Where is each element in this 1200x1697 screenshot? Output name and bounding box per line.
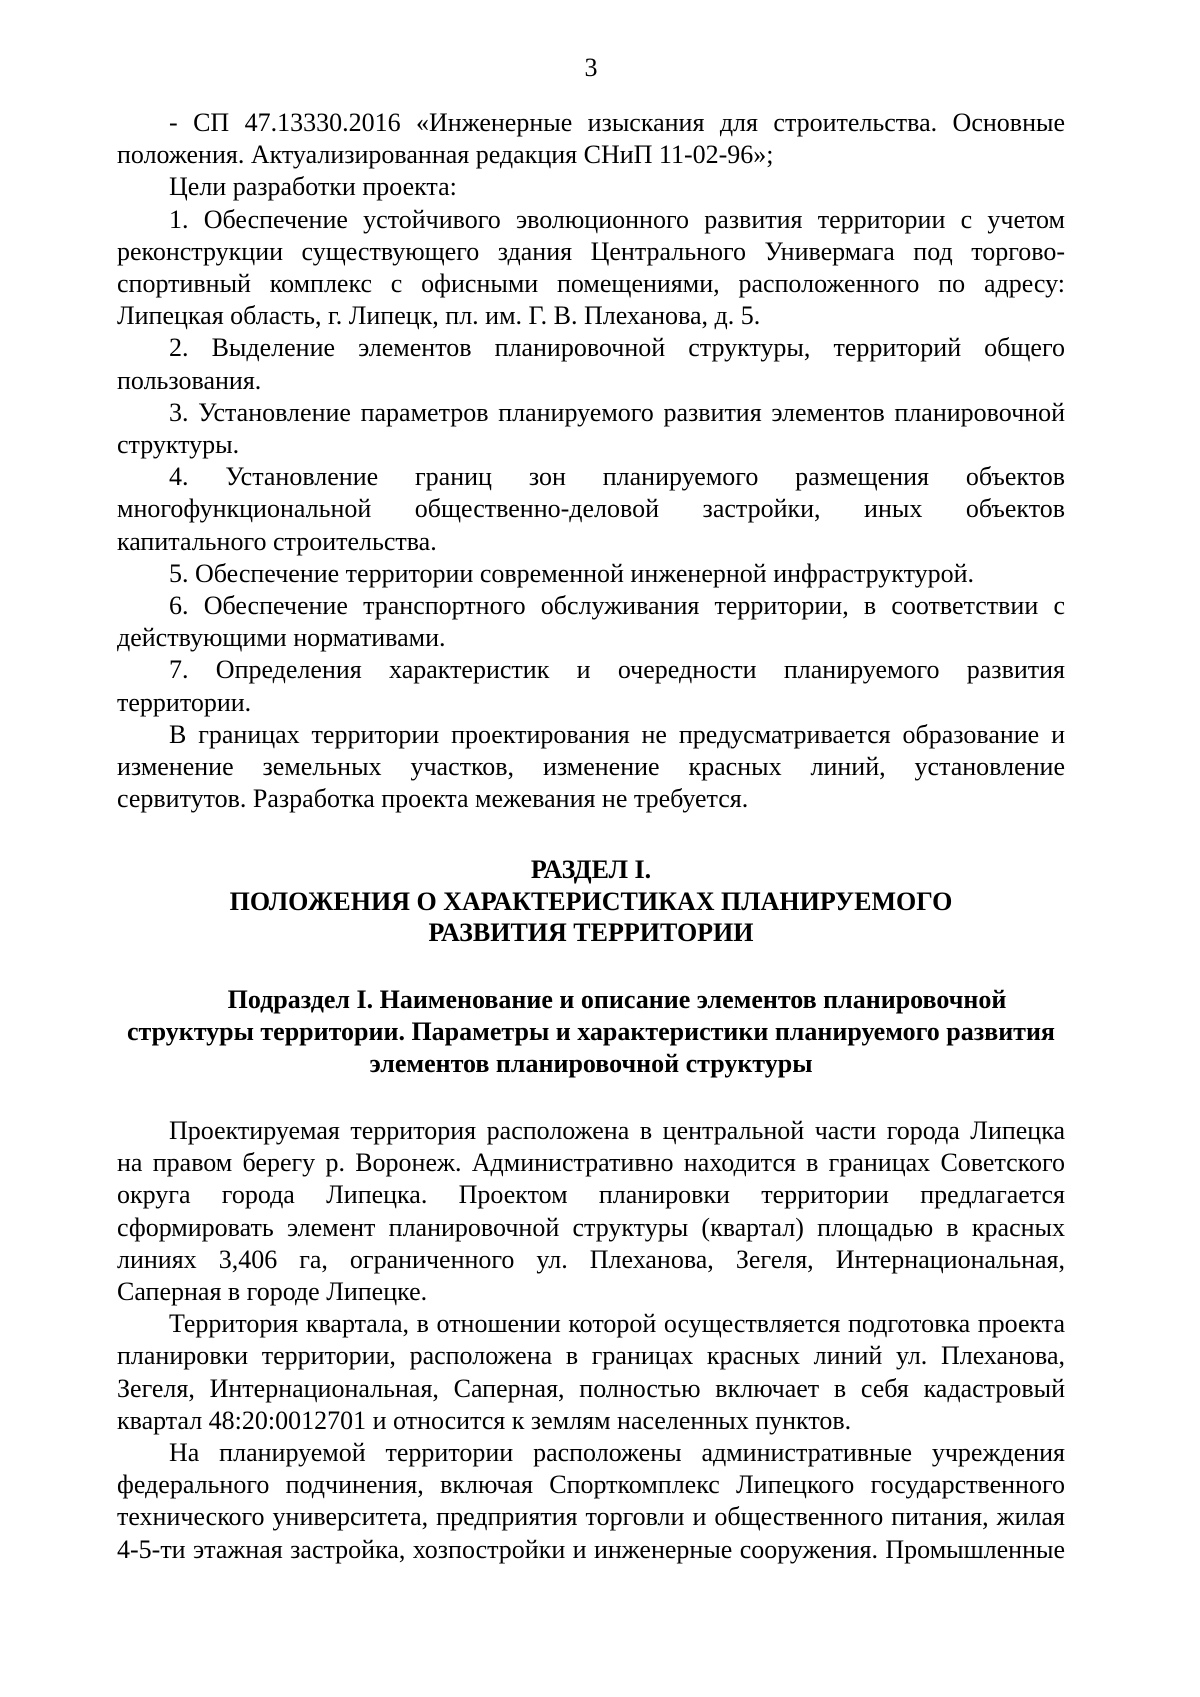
goal-item-1: 1. Обеспечение устойчивого эволюционного развития территории с учетом реконструкции существующего здания Центрального Универмага под торгово-спортивный комплекс с офисными помещениями, расположенного по адресу: Липецкая область, г. Липецк, пл. им. Г. В. Плеханова, д. 5. xyxy=(117,204,1065,331)
page-number: 3 xyxy=(584,53,598,82)
goal-item-4: 4. Установление границ зон планируемого размещения объектов многофункциональной общественно-деловой застройки, иных объектов капитального строительства. xyxy=(117,462,1065,556)
subsection-heading-line-2: структуры территории. Параметры и характеристики планируемого развития xyxy=(126,1016,1055,1046)
section-heading-line-3: РАЗВИТИЯ ТЕРРИТОРИИ xyxy=(428,918,754,948)
section-heading-line-2: ПОЛОЖЕНИЯ О ХАРАКТЕРИСТИКАХ ПЛАНИРУЕМОГО xyxy=(229,886,953,916)
goal-item-5: 5. Обеспечение территории современной инженерной инфраструктурой. xyxy=(169,558,975,588)
goal-item-2: 2. Выделение элементов планировочной структуры, территорий общего пользования. xyxy=(117,333,1065,395)
subsection-heading xyxy=(117,984,1065,1080)
goal-item-6: 6. Обеспечение транспортного обслуживания территории, в соответствии с действующими нормативами. xyxy=(117,591,1065,653)
paragraph-existing-objects: На планируемой территории расположены административные учреждения федерального подчинения, включая Спорткомплекс Липецкого государственного технического университета, предприятия торговли и общественного питания, жилая 4-5-ти этажная застройка, хозпостройки и инженерные сооружения. Промышленные xyxy=(117,1438,1065,1564)
page-content xyxy=(117,52,1065,1566)
subsection-heading-line-1: Подраздел I. Наименование и описание элементов планировочной xyxy=(227,984,1007,1014)
goal-item-7: 7. Определения характеристик и очередности планируемого развития территории. xyxy=(117,655,1065,717)
goal-item-3: 3. Установление параметров планируемого развития элементов планировочной структуры. xyxy=(117,397,1065,460)
paragraph-quarter-boundaries: Территория квартала, в отношении которой осуществляется подготовка проекта планировки территории, расположена в границах красных линий ул. Плеханова, Зегеля, Интернациональная, Саперная, полностью включает в себя кадастровый квартал 48:20:0012701 и относится к землям населенных пунктов. xyxy=(117,1309,1065,1435)
paragraph-territory-location: Проектируемая территория расположена в центральной части города Липецка на правом берегу р. Воронеж. Административно находится в границах Советского округа города Липецка. Проектом планировки территории предлагается сформировать элемент планировочной структуры (квартал) площадью в красных линиях 3,406 га, ограниченного ул. Плеханова, Зегеля, Интернациональная, Саперная в городе Липецке. xyxy=(117,1115,1065,1306)
paragraph-boundaries-note: В границах территории проектирования не предусматривается образование и изменение земельных участков, изменение красных линий, установление сервитутов. Разработка проекта межевания не требуется. xyxy=(117,719,1065,814)
section-heading-line-1: РАЗДЕЛ I. xyxy=(530,855,652,885)
section-heading xyxy=(117,854,1065,949)
paragraph-sp-reference: - СП 47.13330.2016 «Инженерные изыскания для строительства. Основные положения. Актуализированная редакция СНиП 11-02-96»; xyxy=(117,108,1065,170)
subsection-heading-line-3: элементов планировочной структуры xyxy=(369,1048,813,1078)
paragraph-goals-heading: Цели разработки проекта: xyxy=(169,172,457,202)
